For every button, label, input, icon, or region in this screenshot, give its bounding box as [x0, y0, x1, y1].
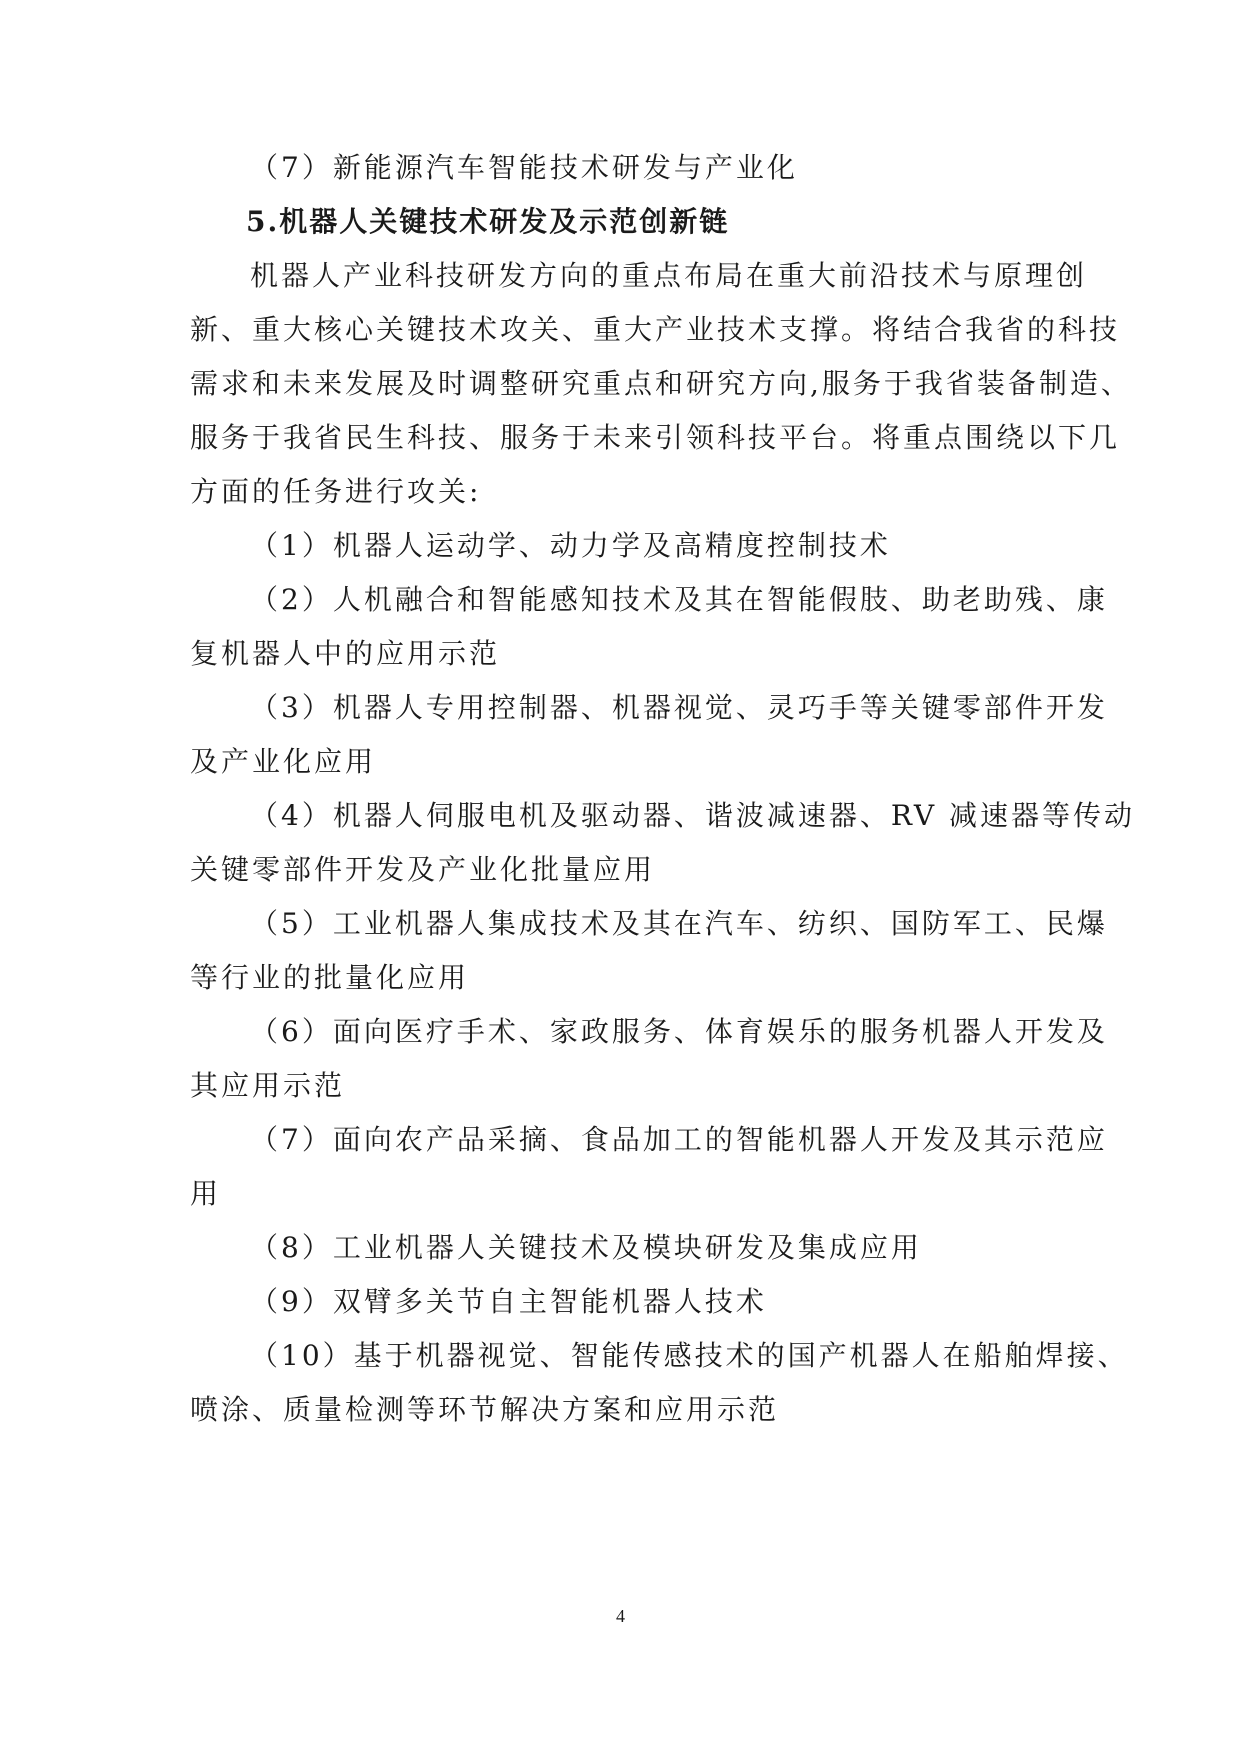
page-number: 4 — [616, 1606, 625, 1626]
paragraph-line: 服务于我省民生科技、服务于未来引领科技平台。将重点围绕以下几 — [190, 421, 1121, 454]
paragraph-line: 方面的任务进行攻关: — [190, 475, 482, 508]
paragraph-line: 新、重大核心关键技术攻关、重大产业技术支撑。将结合我省的科技 — [190, 313, 1121, 346]
list-item-continued: 关键零部件开发及产业化批量应用 — [190, 853, 656, 886]
list-item-continued: 喷涂、质量检测等环节解决方案和应用示范 — [190, 1393, 780, 1426]
list-item-continued: 及产业化应用 — [190, 745, 377, 778]
paragraph-line: 机器人产业科技研发方向的重点布局在重大前沿技术与原理创 — [250, 259, 1088, 292]
list-item-continued: 用 — [190, 1177, 222, 1210]
list-item: （9）双臂多关节自主智能机器人技术 — [250, 1285, 767, 1318]
list-item: （4）机器人伺服电机及驱动器、谐波减速器、RV 减速器等传动 — [250, 799, 1136, 832]
list-item: （2）人机融合和智能感知技术及其在智能假肢、助老助残、康 — [250, 583, 1108, 616]
paragraph-line: 需求和未来发展及时调整研究重点和研究方向,服务于我省装备制造、 — [190, 367, 1132, 400]
list-item: （10）基于机器视觉、智能传感技术的国产机器人在船舶焊接、 — [250, 1339, 1129, 1372]
list-item-continued: 复机器人中的应用示范 — [190, 637, 501, 670]
list-item-continued: 等行业的批量化应用 — [190, 961, 470, 994]
list-item: （8）工业机器人关键技术及模块研发及集成应用 — [250, 1231, 922, 1264]
list-item: （5）工业机器人集成技术及其在汽车、纺织、国防军工、民爆 — [250, 907, 1108, 940]
list-item: （7）新能源汽车智能技术研发与产业化 — [250, 151, 798, 184]
list-item: （7）面向农产品采摘、食品加工的智能机器人开发及其示范应 — [250, 1123, 1108, 1156]
section-heading: 5.机器人关键技术研发及示范创新链 — [246, 205, 730, 238]
list-item-continued: 其应用示范 — [190, 1069, 346, 1102]
list-item: （3）机器人专用控制器、机器视觉、灵巧手等关键零部件开发 — [250, 691, 1108, 724]
list-item: （6）面向医疗手术、家政服务、体育娱乐的服务机器人开发及 — [250, 1015, 1108, 1048]
list-item: （1）机器人运动学、动力学及高精度控制技术 — [250, 529, 891, 562]
